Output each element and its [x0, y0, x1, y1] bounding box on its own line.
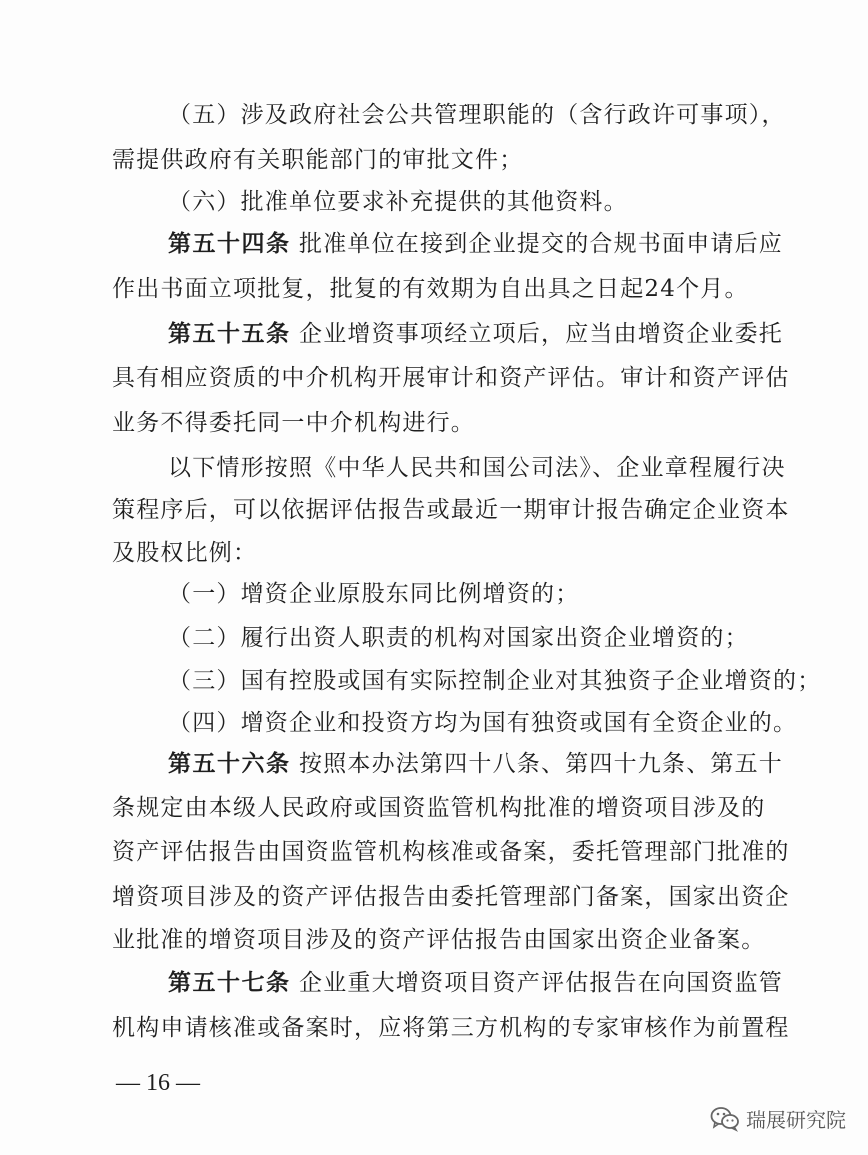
- text-line: （一）增资企业原股东同比例增资的；: [168, 581, 580, 607]
- text-line: 以下情形按照《中华人民共和国公司法》、企业章程履行决: [168, 455, 786, 481]
- text-line: 具有相应资质的中介机构开展审计和资产评估。审计和资产评估: [112, 365, 790, 391]
- watermark-label: 瑞展研究院: [746, 1108, 846, 1132]
- text-line: 需提供政府有关职能部门的审批文件；: [112, 147, 524, 173]
- text-line: （四）增资企业和投资方均为国有独资或国有全资企业的。: [168, 710, 798, 736]
- watermark: [710, 1104, 846, 1133]
- text-line: （五）涉及政府社会公共管理职能的（含行政许可事项），: [168, 102, 786, 128]
- text-line: 机构申请核准或备案时，应将第三方机构的专家审核作为前置程: [112, 1015, 790, 1041]
- text-line: 及股权比例：: [112, 540, 258, 566]
- article-number: 第五十六条: [168, 751, 291, 777]
- text-line: 策程序后，可以依据评估报告或最近一期审计报告确定企业资本: [112, 497, 790, 523]
- article-number: 第五十五条: [168, 321, 291, 347]
- article-number: 第五十七条: [168, 970, 291, 996]
- article-heading-line: 第五十四条 批准单位在接到企业提交的合规书面申请后应: [168, 231, 784, 257]
- article-heading-line: 第五十六条 按照本办法第四十八条、第四十九条、第五十: [168, 751, 784, 777]
- text-line: 增资项目涉及的资产评估报告由委托管理部门备案，国家出资企: [112, 884, 790, 910]
- text-line: 资产评估报告由国资监管机构核准或备案，委托管理部门批准的: [112, 839, 790, 865]
- page-number: — 16 —: [116, 1070, 200, 1096]
- article-heading-line: 第五十五条 企业增资事项经立项后，应当由增资企业委托: [168, 321, 784, 347]
- text-line: （二）履行出资人职责的机构对国家出资企业增资的；: [168, 625, 749, 651]
- text-line: 条规定由本级人民政府或国资监管机构批准的增资项目涉及的: [112, 795, 766, 821]
- text-line: 业务不得委托同一中介机构进行。: [112, 410, 475, 436]
- article-heading-line: 第五十七条 企业重大增资项目资产评估报告在向国资监管: [168, 970, 784, 996]
- text-line: 业批准的增资项目涉及的资产评估报告由国家出资企业备案。: [112, 927, 766, 953]
- article-number: 第五十四条: [168, 231, 291, 257]
- text-line: （六）批准单位要求补充提供的其他资料。: [168, 189, 628, 215]
- text-line: （三）国有控股或国有实际控制企业对其独资子企业增资的；: [168, 668, 822, 694]
- text-line: 作出书面立项批复，批复的有效期为自出具之日起24个月。: [112, 276, 749, 302]
- wechat-icon: [710, 1106, 740, 1132]
